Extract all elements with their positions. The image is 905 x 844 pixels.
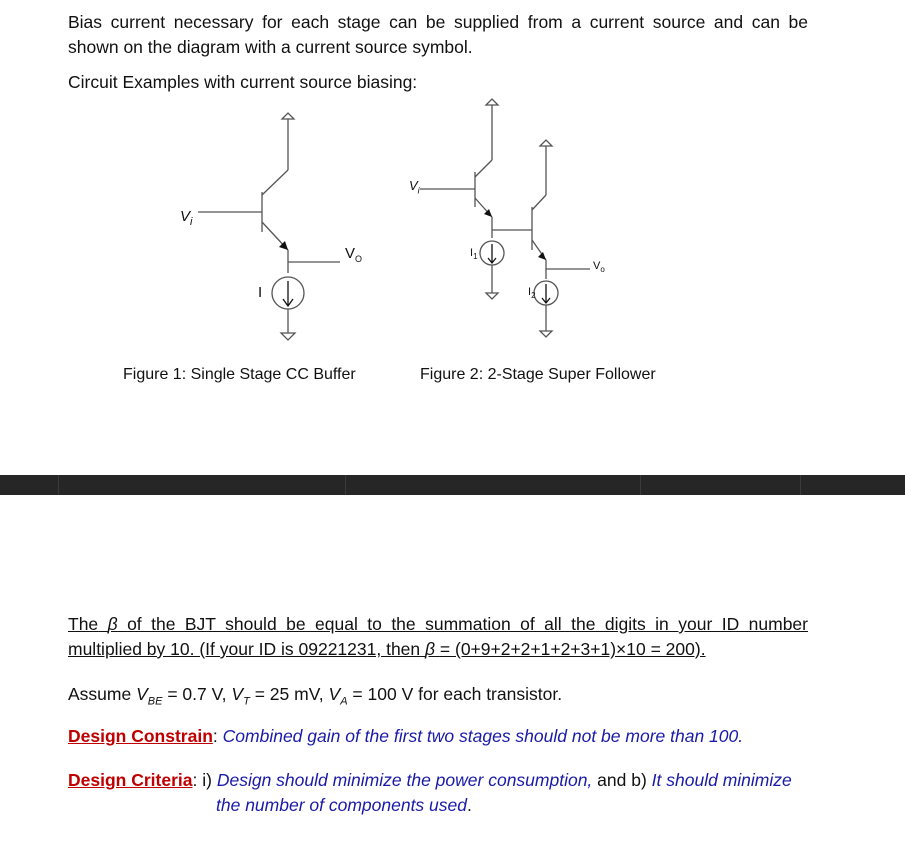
figure2-circuit: [420, 99, 590, 337]
page-break-band: [0, 475, 905, 495]
figure1-circuit: [198, 113, 340, 340]
design-constraint: Design Constrain: Combined gain of the first two stages should not be more than 100.: [68, 726, 744, 746]
intro-line-2: shown on the diagram with a current source symbol.: [68, 37, 473, 57]
figure2-caption: Figure 2: 2-Stage Super Follower: [420, 366, 656, 383]
design-criteria-line-1: Design Criteria: i) Design should minimize the power consumption, and b) It should minimize: [68, 770, 792, 790]
fig2-vi-label: $V_i$: [409, 178, 420, 196]
fig1-vi-label: $V_i$: [180, 208, 193, 228]
examples-heading: Circuit Examples with current source biasing:: [68, 72, 418, 92]
fig2-vo-label: $V_o$: [593, 260, 605, 275]
design-criteria-line-2: the number of components used.: [216, 795, 472, 815]
fig1-vcc-arrow: [282, 113, 294, 119]
intro-line-1: Bias current necessary for each stage can be supplied from a current source and can be: [68, 12, 808, 32]
figure1-caption: Figure 1: Single Stage CC Buffer: [123, 366, 356, 383]
fig2-i2-label: $I_2$: [528, 286, 536, 301]
fig1-vo-label: $V_O$: [345, 245, 363, 264]
beta-para-line-1: The β of the BJT should be equal to the summation of all the digits in your ID number: [68, 614, 808, 634]
fig2-i1-label: $I_1$: [470, 247, 478, 262]
fig1-i-label: I: [258, 284, 263, 301]
assume-line: Assume $V_{BE} = 0.7$ V, $V_T = 25$ mV, $V_A = 100$ V for each transistor.: [68, 684, 563, 708]
circuit-figures: [0, 0, 905, 400]
beta-para-line-2: multiplied by 10. (If your ID is 09221231, then β = (0+9+2+2+1+2+3+1)×10 = 200).: [68, 639, 706, 659]
